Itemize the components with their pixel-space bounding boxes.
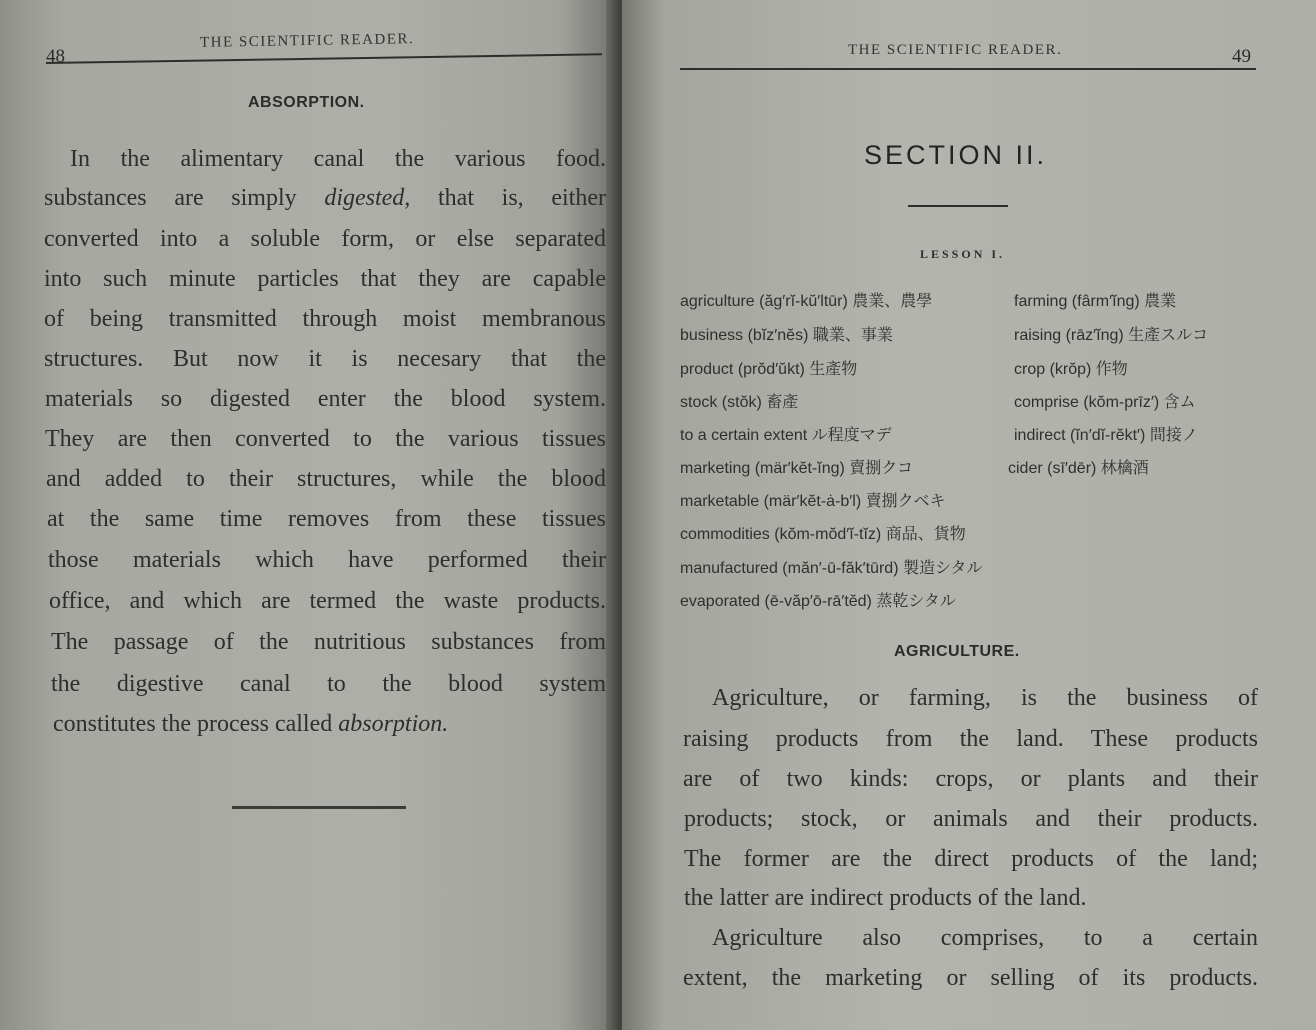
left-body-line [49, 589, 606, 613]
vocab-entry: marketable (mär′kĕt-ȧ-b′l) 賣捌クベキ [680, 493, 946, 510]
section-title: SECTION II. [864, 140, 1048, 170]
line-text: into such minute particles that they are capable [44, 266, 606, 292]
right-body-line: the latter are indirect products of the land. [684, 885, 1087, 911]
left-body-line [51, 630, 606, 654]
line-text: office, and which are termed the waste products. [49, 588, 606, 614]
left-body-line [53, 712, 448, 736]
left-body-line [44, 186, 606, 210]
right-body-line: raising products from the land. These products [683, 726, 1258, 752]
section-heading-absorption: ABSORPTION. [248, 94, 365, 111]
vocab-entry: stock (stŏk) 畜產 [680, 394, 799, 411]
italic-term: digested, [324, 185, 411, 211]
line-text: constitutes the process called [53, 711, 339, 737]
line-text: substances are simply [44, 185, 325, 211]
end-ornament-rule [232, 806, 406, 809]
line-text: of being transmitted through moist membranous [44, 306, 606, 332]
running-head-left: THE SCIENTIFIC READER. [199, 31, 415, 51]
vocab-entry: indirect (ĭn′dĭ-rĕkt′) 間接ノ [1014, 427, 1198, 444]
line-text: materials so digested enter the blood system. [45, 386, 606, 412]
vocab-entry: business (bĭz′nĕs) 職業、事業 [680, 327, 893, 344]
right-body-line: are of two kinds: crops, or plants and their [683, 766, 1258, 792]
vocab-entry: marketing (mär′kĕt-ĭng) 賣捌クコ [680, 460, 913, 477]
vocab-entry: cider (sī′dēr) 林檎酒 [1008, 460, 1149, 477]
vocab-entry: manufactured (măn′-ū-făk′tūrd) 製造シタル [680, 560, 983, 577]
left-body-line [44, 347, 606, 371]
page-number-right: 49 [1232, 46, 1251, 67]
line-text: those materials which have performed their [48, 547, 606, 573]
right-body-line: The former are the direct products of the land; [684, 846, 1258, 872]
right-body-line: Agriculture, or farming, is the business of [712, 685, 1258, 711]
vocab-entry: to a certain extent ル程度マデ [680, 427, 892, 444]
header-rule-right [680, 68, 1256, 70]
left-body-line [47, 507, 606, 531]
vocab-entry: crop (krŏp) 作物 [1014, 361, 1128, 378]
left-body-line [45, 387, 606, 411]
right-body-line: Agriculture also comprises, to a certain [712, 925, 1258, 951]
lesson-title: LESSON I. [920, 247, 1006, 261]
vocab-entry: agriculture (ăg′rĭ-kŭ′ltūr) 農業、農學 [680, 293, 933, 310]
vocab-entry: evaporated (ē-văp′ō-rā′tĕd) 蒸乾シタル [680, 593, 956, 610]
italic-term: absorption. [338, 711, 449, 737]
line-text: and added to their structures, while the blood [46, 466, 606, 492]
header-rule-left [46, 53, 602, 64]
right-body-line: products; stock, or animals and their products. [684, 806, 1258, 832]
right-body-line: extent, the marketing or selling of its products. [683, 965, 1258, 991]
line-text: The passage of the nutritious substances from [51, 629, 606, 655]
vocab-entry: product (prŏd′ŭkt) 生產物 [680, 361, 858, 378]
vocab-entry: raising (rāz′ĭng) 生產スルコ [1014, 327, 1209, 344]
vocab-entry: commodities (kŏm-mŏd′ĭ-tĭz) 商品、貨物 [680, 526, 966, 543]
left-body-line [44, 267, 606, 291]
vocab-entry: farming (fârm′ĭng) 農業 [1014, 293, 1177, 310]
line-text: the digestive canal to the blood system [51, 671, 606, 697]
left-body-line [45, 427, 606, 451]
line-text: structures. But now it is necesary that the [44, 346, 606, 372]
page-number-left: 48 [46, 46, 65, 67]
vocab-entry: comprise (kŏm-prīz′) 含ム [1014, 394, 1196, 411]
left-body-line [44, 227, 606, 251]
left-body-line [70, 147, 606, 171]
left-page [0, 0, 620, 1030]
line-text: at the same time removes from these tissues [47, 506, 606, 532]
line-text: In the alimentary canal the various food. [70, 146, 606, 172]
line-text: converted into a soluble form, or else separated [44, 226, 606, 252]
left-body-line [48, 548, 606, 572]
running-head-right: THE SCIENTIFIC READER. [848, 42, 1063, 58]
right-page [622, 0, 1316, 1030]
line-text: that is, either [410, 185, 606, 211]
line-text: They are then converted to the various tissues [45, 426, 606, 452]
section-heading-agriculture: AGRICULTURE. [894, 643, 1020, 660]
left-body-line [46, 467, 606, 491]
left-body-line [44, 307, 606, 331]
left-body-line [51, 672, 606, 696]
section-rule [908, 205, 1008, 207]
